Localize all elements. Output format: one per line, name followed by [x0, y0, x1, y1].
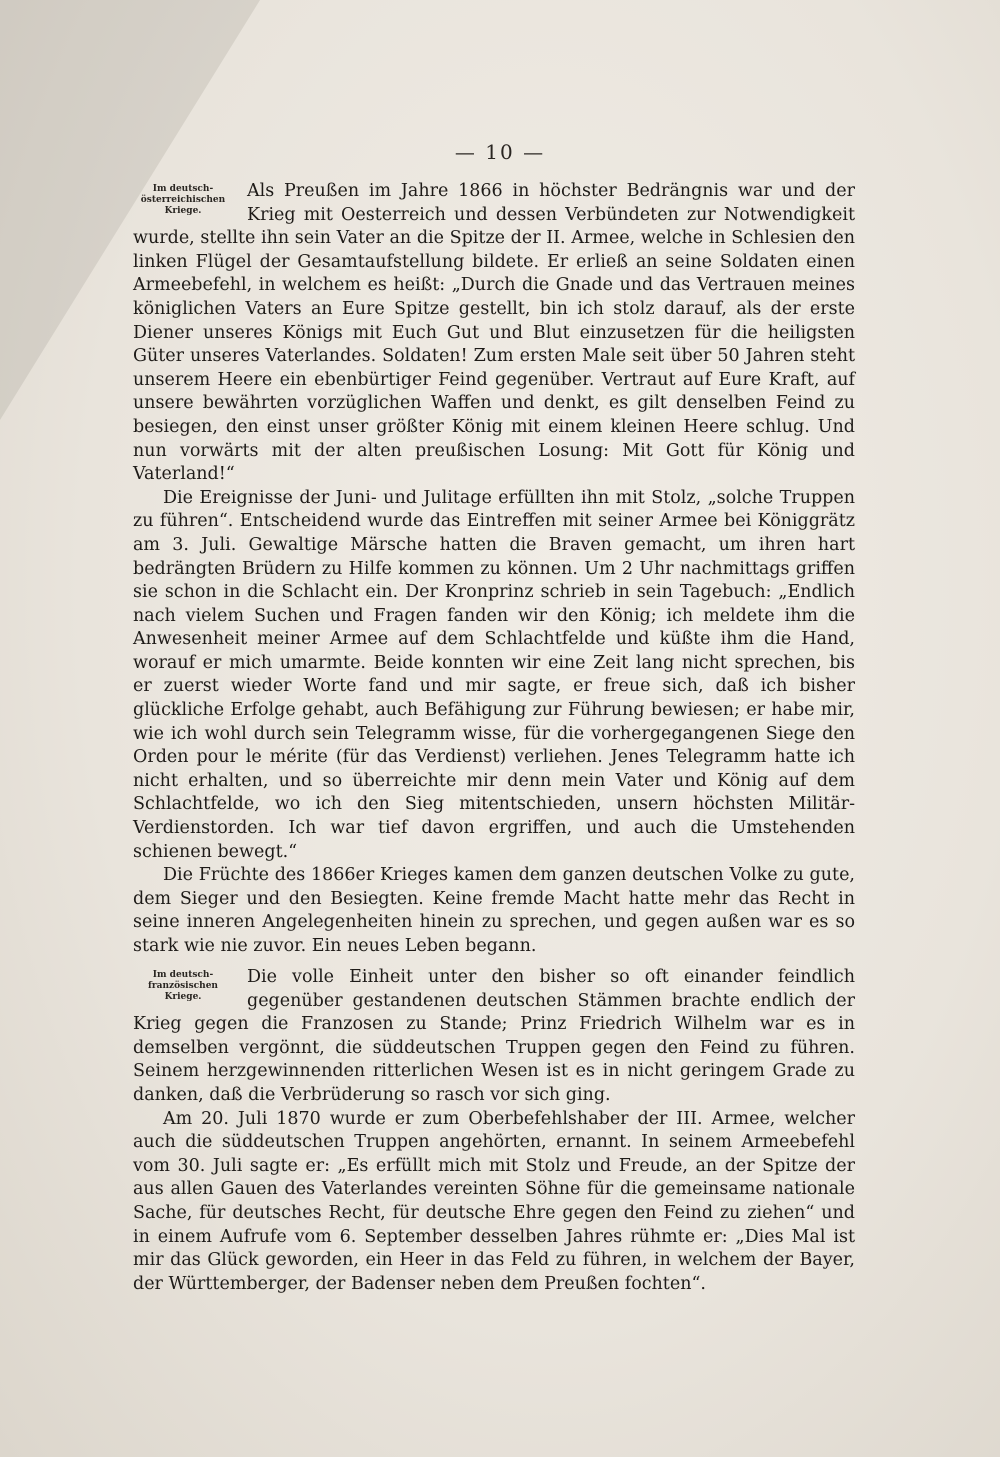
marginal-note-line: Kriege. — [164, 206, 202, 216]
paragraph: Die Ereignisse der Juni- und Julitage erfüllten ihn mit Stolz, „solche Truppen zu führen“. Entscheidend wurde das Eintreffen mit seiner Armee bei Königgrätz am 3. Juli. Gewaltige Märsche hatten die Braven gemacht, um ihren hart bedrängten Brüdern zu Hilfe kommen zu können. Um 2 Uhr nachmittags griffen sie schon in die Schlacht ein. Der Kronprinz schrieb in sein Tagebuch: „Endlich nach vielem Suchen und Fragen fanden wir den König; ich meldete ihm die Anwesenheit meiner Armee auf dem Schlachtfelde und küßte ihm die Hand, worauf er mich umarmte. Beide konnten wir eine Zeit lang nicht sprechen, bis er zuerst wieder Worte fand und mir sagte, er freue sich, daß ich bisher glückliche Erfolge gehabt, auch Befähigung zur Führung bewiesen; er habe mir, wie ich wohl durch sein Telegramm wisse, für die vorhergegangenen Siege den Orden pour le mérite (für das Verdienst) verliehen. Jenes Telegramm hatte ich nicht erhalten, und so überreichte mir denn mein Vater und König auf dem Schlachtfelde, wo ich den Sieg mitentschieden, unsern höchsten Militär-Verdienstorden. Ich war tief davon ergriffen, und auch die Umstehenden schienen bewegt.“ — [133, 487, 855, 862]
section-franco-prussian-war — [133, 966, 855, 1296]
marginal-note-line: Kriege. — [164, 992, 202, 1002]
section-austro-prussian-war — [133, 180, 855, 959]
marginal-note-line: Im deutsch- — [152, 970, 214, 980]
paragraph: Als Preußen im Jahre 1866 in höchster Bedrängnis war und der Krieg mit Oesterreich und dessen Verbündeten zur Notwendigkeit wurde, stellte ihn sein Vater an die Spitze der II. Armee, welche in Schlesien den linken Flügel der Gesamtaufstellung bildete. Er erließ an seine Soldaten einen Armeebefehl, in welchem es heißt: „Durch die Gnade und das Vertrauen meines königlichen Vaters an Eure Spitze gestellt, bin ich stolz darauf, als der erste Diener unseres Königs mit Euch Gut und Blut einzusetzen für die heiligsten Güter unseres Vaterlandes. Soldaten! Zum ersten Male seit über 50 Jahren steht unserem Heere ein ebenbürtiger Feind gegenüber. Vertraut auf Eure Kraft, auf unsere bewährten vorzüglichen Waffen und denkt, es gilt denselben Feind zu besiegen, den einst unser größter König mit einem kleinen Heere schlug. Und nun vorwärts mit der alten preußischen Losung: Mit Gott für König und Vaterland!“ — [133, 181, 855, 485]
paragraph: Die Früchte des 1866er Krieges kamen dem ganzen deutschen Volke zu gute, dem Sieger und den Besiegten. Keine fremde Macht hatte mehr das Recht in seine inneren Angelegenheiten hinein zu sprechen, und gegen außen war es so stark wie nie zuvor. Ein neues Leben begann. — [133, 865, 855, 956]
marginal-note-line: österreichischen — [140, 195, 226, 205]
marginal-note-line: Im deutsch- — [152, 184, 214, 194]
marginal-note — [133, 970, 233, 1003]
page-number: — 10 — — [454, 140, 546, 164]
paragraph: Die volle Einheit unter den bisher so oft einander feindlich gegenüber gestandenen deutschen Stämmen brachte endlich der Krieg gegen die Franzosen zu Stande; Prinz Friedrich Wilhelm war es in demselben vergönnt, die süddeutschen Truppen gegen den Feind zu führen. Seinem herzgewinnenden ritterlichen Wesen ist es in nicht geringem Grade zu danken, daß die Verbrüderung so rasch vor sich ging. — [133, 967, 855, 1105]
marginal-note-line: französischen — [148, 981, 218, 991]
paragraph: Am 20. Juli 1870 wurde er zum Oberbefehlshaber der III. Armee, welcher auch die süddeutschen Truppen angehörten, ernannt. In seinem Armeebefehl vom 30. Juli sagte er: „Es erfüllt mich mit Stolz und Freude, an der Spitze der aus allen Gauen des Vaterlandes vereinten Söhne für die gemeinsame nationale Sache, für deutsches Recht, für deutsche Ehre gegen den Feind zu ziehen“ und in einem Aufrufe vom 6. September desselben Jahres rühmte er: „Dies Mal ist mir das Glück geworden, ein Heer in das Feld zu führen, in welchem der Bayer, der Württemberger, der Badenser neben dem Preußen fochten“. — [133, 1108, 855, 1294]
marginal-note — [133, 184, 233, 217]
